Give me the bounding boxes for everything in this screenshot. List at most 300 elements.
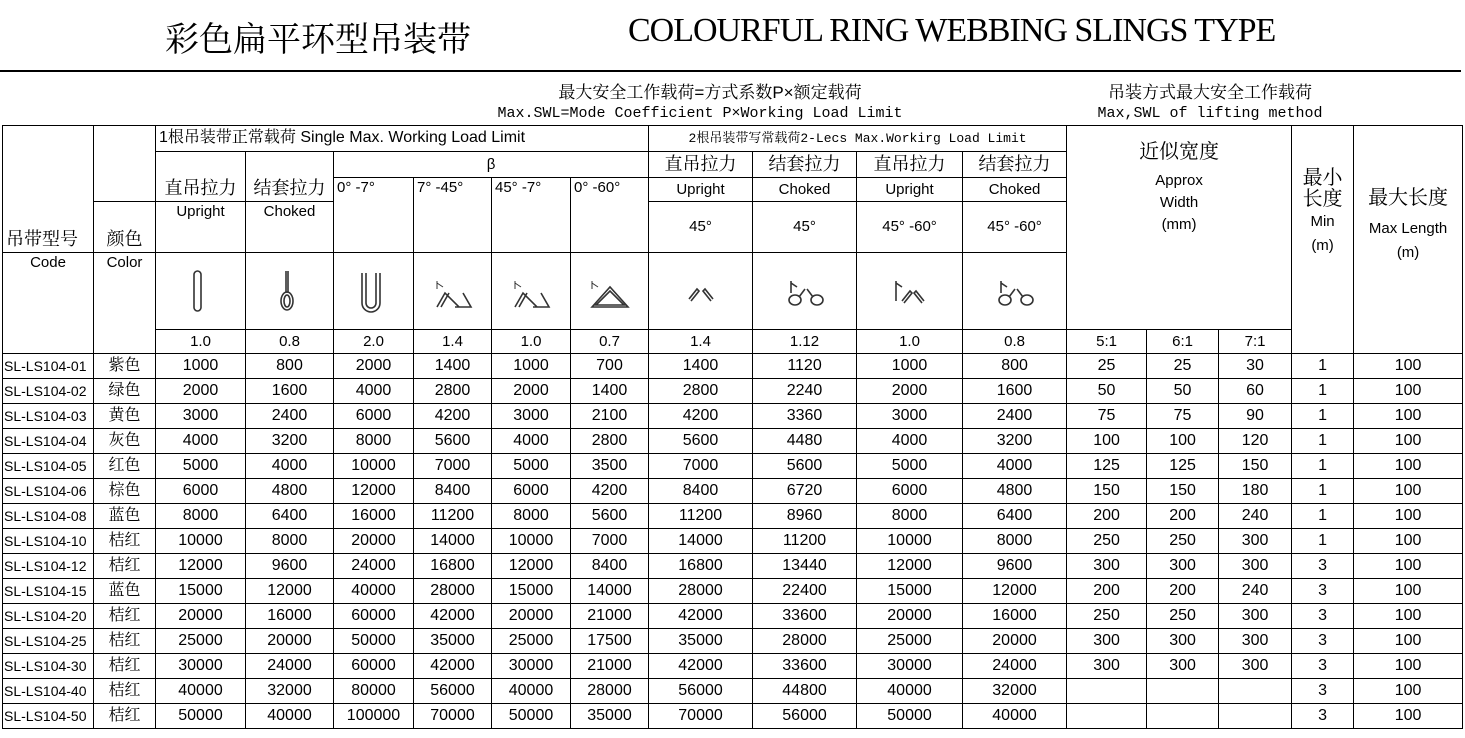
table-row — [3, 354, 1463, 379]
cell-double-upright-45-60: 3000 — [857, 404, 963, 429]
sling-diagram-cell — [156, 253, 246, 330]
sling-spec-table — [2, 125, 1463, 729]
table-row — [3, 529, 1463, 554]
cell-width-5-1: 75 — [1067, 404, 1147, 429]
cell-double-upright-45: 42000 — [649, 604, 753, 629]
cell-code: SL-LS104-20 — [3, 604, 94, 629]
cell-double-upright-45-60: 1000 — [857, 354, 963, 379]
double-choked-en-1: Choked — [753, 178, 857, 202]
cell-max-length: 100 — [1354, 704, 1463, 729]
cell-double-upright-45: 35000 — [649, 629, 753, 654]
table-row — [3, 654, 1463, 679]
cell-beta-45-7: 5000 — [492, 454, 571, 479]
cell-color: 黄色 — [94, 404, 156, 429]
cell-beta-45-7: 25000 — [492, 629, 571, 654]
cell-beta-7-45: 56000 — [414, 679, 492, 704]
cell-double-choked-45: 44800 — [753, 679, 857, 704]
cell-beta-0-7: 8000 — [334, 429, 414, 454]
cell-beta-7-45: 8400 — [414, 479, 492, 504]
color-header-cn: 颜色 — [94, 202, 156, 253]
cell-color: 蓝色 — [94, 504, 156, 529]
cell-single-choked: 32000 — [246, 679, 334, 704]
cell-width-7-1: 240 — [1219, 504, 1292, 529]
cell-beta-45-7: 15000 — [492, 579, 571, 604]
cell-width-7-1: 300 — [1219, 629, 1292, 654]
cell-min-length: 3 — [1292, 654, 1354, 679]
cell-double-choked-45: 1120 — [753, 354, 857, 379]
cell-single-upright: 2000 — [156, 379, 246, 404]
vertical-loop-icon — [177, 267, 225, 315]
cell-width-7-1: 180 — [1219, 479, 1292, 504]
cell-double-upright-45-60: 4000 — [857, 429, 963, 454]
cell-beta-7-45: 28000 — [414, 579, 492, 604]
cell-double-choked-45: 4480 — [753, 429, 857, 454]
cell-beta-0-60: 2800 — [571, 429, 649, 454]
cell-beta-0-7: 20000 — [334, 529, 414, 554]
cell-beta-7-45: 4200 — [414, 404, 492, 429]
cell-single-upright: 15000 — [156, 579, 246, 604]
cell-code: SL-LS104-05 — [3, 454, 94, 479]
cell-double-choked-45: 33600 — [753, 604, 857, 629]
cell-double-upright-45-60: 2000 — [857, 379, 963, 404]
cell-min-length: 1 — [1292, 479, 1354, 504]
cell-beta-0-60: 700 — [571, 354, 649, 379]
cell-beta-0-7: 60000 — [334, 604, 414, 629]
cell-single-choked: 3200 — [246, 429, 334, 454]
cell-beta-0-60: 3500 — [571, 454, 649, 479]
cell-beta-0-7: 10000 — [334, 454, 414, 479]
cell-max-length: 100 — [1354, 579, 1463, 604]
two-leg-vertical-icon — [677, 267, 725, 315]
cell-color: 棕色 — [94, 479, 156, 504]
cell-beta-45-7: 20000 — [492, 604, 571, 629]
cell-double-choked-45: 33600 — [753, 654, 857, 679]
cell-double-upright-45-60: 8000 — [857, 504, 963, 529]
two-leg-choked-icon — [991, 267, 1039, 315]
cell-double-choked-45-60: 800 — [963, 354, 1067, 379]
cell-color: 红色 — [94, 454, 156, 479]
min-unit: (m) — [1311, 236, 1334, 254]
cell-width-6-1: 200 — [1147, 504, 1219, 529]
cell-width-5-1: 250 — [1067, 604, 1147, 629]
table-row — [3, 629, 1463, 654]
cell-code: SL-LS104-06 — [3, 479, 94, 504]
sling-diagram-cell — [246, 253, 334, 330]
cell-width-5-1: 50 — [1067, 379, 1147, 404]
cell-min-length: 1 — [1292, 379, 1354, 404]
cell-beta-7-45: 70000 — [414, 704, 492, 729]
max-unit: (m) — [1396, 243, 1420, 261]
cell-double-choked-45: 28000 — [753, 629, 857, 654]
min-cn-1: 最小 — [1302, 167, 1343, 189]
mode-coefficient: 0.8 — [246, 330, 334, 354]
cell-beta-0-7: 24000 — [334, 554, 414, 579]
cell-single-upright: 30000 — [156, 654, 246, 679]
safety-ratio: 5:1 — [1067, 330, 1147, 354]
cell-width-7-1: 300 — [1219, 529, 1292, 554]
cell-beta-7-45: 2800 — [414, 379, 492, 404]
formula-english: Max.SWL=Mode Coefficient P×Working Load Limit — [497, 105, 903, 122]
double-load-group-header: 2根吊装带写常载荷2-Lecs Max.Workirg Load Limit — [649, 126, 1067, 152]
mode-coefficient: 1.4 — [649, 330, 753, 354]
cell-code: SL-LS104-02 — [3, 379, 94, 404]
table-row — [3, 479, 1463, 504]
cell-width-5-1: 150 — [1067, 479, 1147, 504]
mode-coefficient: 1.12 — [753, 330, 857, 354]
title-chinese: 彩色扁平环型吊装带 — [165, 20, 471, 60]
cell-beta-7-45: 16800 — [414, 554, 492, 579]
two-leg-angle-icon — [886, 267, 934, 315]
cell-color: 桔红 — [94, 679, 156, 704]
safety-ratio: 7:1 — [1219, 330, 1292, 354]
single-load-group-header: 1根吊装带正常载荷 Single Max. Working Load Limit — [156, 126, 649, 152]
cell-min-length: 1 — [1292, 454, 1354, 479]
cell-width-7-1: 300 — [1219, 554, 1292, 579]
cell-beta-0-60: 17500 — [571, 629, 649, 654]
cell-double-upright-45-60: 15000 — [857, 579, 963, 604]
cell-single-choked: 9600 — [246, 554, 334, 579]
cell-max-length: 100 — [1354, 379, 1463, 404]
cell-width-7-1: 90 — [1219, 404, 1292, 429]
cell-single-upright: 5000 — [156, 454, 246, 479]
basket-angle-icon — [429, 267, 477, 315]
cell-width-6-1: 250 — [1147, 529, 1219, 554]
cell-min-length: 3 — [1292, 554, 1354, 579]
cell-double-upright-45: 16800 — [649, 554, 753, 579]
cell-double-upright-45: 28000 — [649, 579, 753, 604]
cell-beta-0-7: 60000 — [334, 654, 414, 679]
cell-single-choked: 2400 — [246, 404, 334, 429]
cell-single-choked: 40000 — [246, 704, 334, 729]
approx-width-header — [1067, 126, 1292, 330]
cell-max-length: 100 — [1354, 529, 1463, 554]
cell-beta-7-45: 42000 — [414, 604, 492, 629]
cell-width-7-1: 60 — [1219, 379, 1292, 404]
cell-beta-0-60: 1400 — [571, 379, 649, 404]
cell-beta-0-7: 80000 — [334, 679, 414, 704]
cell-width-6-1 — [1147, 704, 1219, 729]
double-choked-cn-1: 结套拉力 — [753, 152, 857, 178]
cell-min-length: 1 — [1292, 429, 1354, 454]
cell-double-upright-45: 11200 — [649, 504, 753, 529]
cell-single-upright: 4000 — [156, 429, 246, 454]
cell-double-choked-45-60: 8000 — [963, 529, 1067, 554]
cell-double-choked-45: 56000 — [753, 704, 857, 729]
cell-double-choked-45: 3360 — [753, 404, 857, 429]
cell-double-upright-45: 42000 — [649, 654, 753, 679]
cell-width-5-1: 200 — [1067, 504, 1147, 529]
cell-width-6-1: 200 — [1147, 579, 1219, 604]
cell-beta-7-45: 7000 — [414, 454, 492, 479]
cell-single-choked: 24000 — [246, 654, 334, 679]
cell-beta-7-45: 14000 — [414, 529, 492, 554]
cell-double-choked-45-60: 20000 — [963, 629, 1067, 654]
cell-color: 绿色 — [94, 379, 156, 404]
cell-min-length: 1 — [1292, 529, 1354, 554]
cell-max-length: 100 — [1354, 629, 1463, 654]
width-unit: (mm) — [1161, 215, 1197, 233]
cell-width-7-1 — [1219, 704, 1292, 729]
table-row — [3, 554, 1463, 579]
cell-single-upright: 6000 — [156, 479, 246, 504]
cell-double-choked-45-60: 3200 — [963, 429, 1067, 454]
cell-single-upright: 50000 — [156, 704, 246, 729]
cell-width-5-1: 25 — [1067, 354, 1147, 379]
min-length-header — [1292, 126, 1354, 354]
double-upright-en-1: Upright — [649, 178, 753, 202]
cell-max-length: 100 — [1354, 604, 1463, 629]
cell-beta-0-60: 4200 — [571, 479, 649, 504]
cell-double-upright-45-60: 6000 — [857, 479, 963, 504]
cell-double-choked-45: 22400 — [753, 579, 857, 604]
cell-single-upright: 40000 — [156, 679, 246, 704]
cell-double-choked-45: 6720 — [753, 479, 857, 504]
cell-double-upright-45: 5600 — [649, 429, 753, 454]
cell-beta-0-60: 7000 — [571, 529, 649, 554]
cell-color: 灰色 — [94, 429, 156, 454]
cell-double-choked-45-60: 32000 — [963, 679, 1067, 704]
cell-width-6-1: 75 — [1147, 404, 1219, 429]
cell-double-choked-45-60: 9600 — [963, 554, 1067, 579]
cell-single-choked: 8000 — [246, 529, 334, 554]
cell-color: 紫色 — [94, 354, 156, 379]
cell-width-6-1: 25 — [1147, 354, 1219, 379]
cell-color: 桔红 — [94, 529, 156, 554]
cell-width-5-1 — [1067, 679, 1147, 704]
angle-single-3: 45° -7° — [492, 178, 571, 253]
cell-double-choked-45-60: 4800 — [963, 479, 1067, 504]
cell-width-7-1 — [1219, 679, 1292, 704]
cell-double-upright-45: 8400 — [649, 479, 753, 504]
max-cn: 最大长度 — [1368, 187, 1449, 209]
cell-beta-0-60: 2100 — [571, 404, 649, 429]
cell-width-7-1: 240 — [1219, 579, 1292, 604]
cell-beta-45-7: 40000 — [492, 679, 571, 704]
cell-double-choked-45-60: 4000 — [963, 454, 1067, 479]
triangle-basket-icon — [586, 267, 634, 315]
cell-color: 桔红 — [94, 629, 156, 654]
formula-chinese: 最大安全工作载荷=方式系数P×额定载荷 — [558, 83, 862, 102]
cell-single-choked: 12000 — [246, 579, 334, 604]
cell-single-choked: 1600 — [246, 379, 334, 404]
cell-double-upright-45: 7000 — [649, 454, 753, 479]
cell-beta-45-7: 6000 — [492, 479, 571, 504]
cell-beta-0-60: 35000 — [571, 704, 649, 729]
title-bar — [0, 0, 1461, 72]
cell-beta-7-45: 42000 — [414, 654, 492, 679]
cell-min-length: 1 — [1292, 354, 1354, 379]
cell-double-upright-45: 4200 — [649, 404, 753, 429]
cell-double-upright-45: 56000 — [649, 679, 753, 704]
cell-beta-0-7: 12000 — [334, 479, 414, 504]
cell-code: SL-LS104-03 — [3, 404, 94, 429]
width-en-1: Approx — [1155, 172, 1203, 189]
cell-beta-0-60: 8400 — [571, 554, 649, 579]
cell-single-choked: 4000 — [246, 454, 334, 479]
two-leg-choked-icon — [781, 267, 829, 315]
cell-double-upright-45-60: 5000 — [857, 454, 963, 479]
cell-single-choked: 4800 — [246, 479, 334, 504]
cell-width-7-1: 30 — [1219, 354, 1292, 379]
cell-max-length: 100 — [1354, 554, 1463, 579]
cell-beta-7-45: 1400 — [414, 354, 492, 379]
sling-diagram-cell — [753, 253, 857, 330]
mode-coefficient: 2.0 — [334, 330, 414, 354]
angle-single-2: 7° -45° — [414, 178, 492, 253]
cell-beta-45-7: 10000 — [492, 529, 571, 554]
cell-width-6-1: 300 — [1147, 554, 1219, 579]
cell-double-choked-45-60: 1600 — [963, 379, 1067, 404]
cell-beta-45-7: 50000 — [492, 704, 571, 729]
cell-color: 蓝色 — [94, 579, 156, 604]
cell-double-upright-45-60: 30000 — [857, 654, 963, 679]
cell-beta-0-7: 2000 — [334, 354, 414, 379]
cell-double-upright-45-60: 20000 — [857, 604, 963, 629]
code-header-cn: 吊带型号 — [3, 126, 94, 253]
cell-width-6-1: 125 — [1147, 454, 1219, 479]
cell-single-upright: 10000 — [156, 529, 246, 554]
cell-double-upright-45-60: 12000 — [857, 554, 963, 579]
cell-single-upright: 3000 — [156, 404, 246, 429]
beta-header: β — [334, 152, 649, 178]
cell-beta-0-7: 40000 — [334, 579, 414, 604]
cell-double-upright-45-60: 50000 — [857, 704, 963, 729]
cell-single-choked: 16000 — [246, 604, 334, 629]
cell-single-choked: 6400 — [246, 504, 334, 529]
cell-width-7-1: 300 — [1219, 654, 1292, 679]
mode-coefficient: 1.0 — [156, 330, 246, 354]
table-row — [3, 429, 1463, 454]
cell-beta-45-7: 2000 — [492, 379, 571, 404]
cell-double-upright-45: 14000 — [649, 529, 753, 554]
cell-double-upright-45: 2800 — [649, 379, 753, 404]
table-row — [3, 579, 1463, 604]
cell-width-7-1: 150 — [1219, 454, 1292, 479]
cell-double-upright-45-60: 25000 — [857, 629, 963, 654]
cell-color: 桔红 — [94, 654, 156, 679]
basket-u-icon — [350, 267, 398, 315]
table-row — [3, 504, 1463, 529]
cell-code: SL-LS104-08 — [3, 504, 94, 529]
formula-bar — [0, 72, 1461, 126]
cell-beta-45-7: 12000 — [492, 554, 571, 579]
cell-beta-0-60: 14000 — [571, 579, 649, 604]
cell-max-length: 100 — [1354, 504, 1463, 529]
cell-beta-0-7: 16000 — [334, 504, 414, 529]
mode-coefficient: 1.4 — [414, 330, 492, 354]
cell-width-6-1 — [1147, 679, 1219, 704]
table-row — [3, 704, 1463, 729]
cell-double-choked-45-60: 12000 — [963, 579, 1067, 604]
cell-double-upright-45-60: 40000 — [857, 679, 963, 704]
cell-width-7-1: 120 — [1219, 429, 1292, 454]
double-upright-cn-1: 直吊拉力 — [649, 152, 753, 178]
cell-code: SL-LS104-15 — [3, 579, 94, 604]
cell-double-choked-45: 13440 — [753, 554, 857, 579]
cell-double-choked-45-60: 40000 — [963, 704, 1067, 729]
cell-double-choked-45: 8960 — [753, 504, 857, 529]
width-cn: 近似宽度 — [1139, 141, 1220, 163]
sling-diagram-cell — [649, 253, 753, 330]
cell-width-6-1: 250 — [1147, 604, 1219, 629]
cell-beta-45-7: 1000 — [492, 354, 571, 379]
cell-single-upright: 12000 — [156, 554, 246, 579]
cell-beta-0-7: 50000 — [334, 629, 414, 654]
cell-width-6-1: 300 — [1147, 629, 1219, 654]
table-row — [3, 379, 1463, 404]
cell-beta-7-45: 5600 — [414, 429, 492, 454]
cell-code: SL-LS104-04 — [3, 429, 94, 454]
cell-max-length: 100 — [1354, 679, 1463, 704]
cell-code: SL-LS104-25 — [3, 629, 94, 654]
cell-single-upright: 8000 — [156, 504, 246, 529]
color-header-blank — [94, 126, 156, 202]
cell-double-choked-45: 5600 — [753, 454, 857, 479]
sling-diagram-cell — [492, 253, 571, 330]
cell-min-length: 1 — [1292, 404, 1354, 429]
cell-beta-0-60: 21000 — [571, 654, 649, 679]
table-row — [3, 679, 1463, 704]
cell-single-choked: 20000 — [246, 629, 334, 654]
angle-double-1: 45° — [649, 202, 753, 253]
cell-beta-0-7: 100000 — [334, 704, 414, 729]
cell-code: SL-LS104-50 — [3, 704, 94, 729]
cell-single-upright: 25000 — [156, 629, 246, 654]
cell-code: SL-LS104-01 — [3, 354, 94, 379]
code-header-en: Code — [3, 253, 94, 354]
method-chinese: 吊装方式最大安全工作载荷 — [1108, 83, 1312, 102]
cell-width-5-1: 300 — [1067, 629, 1147, 654]
upright-en: Upright — [156, 202, 246, 253]
cell-max-length: 100 — [1354, 354, 1463, 379]
cell-width-6-1: 50 — [1147, 379, 1219, 404]
sling-diagram-cell — [334, 253, 414, 330]
cell-code: SL-LS104-40 — [3, 679, 94, 704]
cell-double-choked-45-60: 6400 — [963, 504, 1067, 529]
angle-double-2: 45° — [753, 202, 857, 253]
cell-single-choked: 800 — [246, 354, 334, 379]
double-choked-cn-2: 结套拉力 — [963, 152, 1067, 178]
mode-coefficient: 0.7 — [571, 330, 649, 354]
double-upright-cn-2: 直吊拉力 — [857, 152, 963, 178]
cell-beta-45-7: 4000 — [492, 429, 571, 454]
cell-double-upright-45: 1400 — [649, 354, 753, 379]
angle-double-4: 45° -60° — [963, 202, 1067, 253]
cell-beta-45-7: 3000 — [492, 404, 571, 429]
angle-double-3: 45° -60° — [857, 202, 963, 253]
min-cn-2: 长度 — [1302, 188, 1343, 210]
angle-single-1: 0° -7° — [334, 178, 414, 253]
cell-color: 桔红 — [94, 704, 156, 729]
color-header-en: Color — [94, 253, 156, 354]
cell-beta-0-60: 21000 — [571, 604, 649, 629]
cell-double-choked-45-60: 16000 — [963, 604, 1067, 629]
cell-width-6-1: 150 — [1147, 479, 1219, 504]
cell-width-5-1: 300 — [1067, 654, 1147, 679]
sling-diagram-cell — [414, 253, 492, 330]
cell-max-length: 100 — [1354, 479, 1463, 504]
cell-code: SL-LS104-30 — [3, 654, 94, 679]
sling-diagram-cell — [571, 253, 649, 330]
mode-coefficient: 1.0 — [857, 330, 963, 354]
cell-min-length: 3 — [1292, 604, 1354, 629]
choked-loop-icon — [266, 267, 314, 315]
cell-max-length: 100 — [1354, 454, 1463, 479]
cell-double-choked-45-60: 2400 — [963, 404, 1067, 429]
cell-double-upright-45: 70000 — [649, 704, 753, 729]
cell-width-5-1: 250 — [1067, 529, 1147, 554]
cell-width-6-1: 100 — [1147, 429, 1219, 454]
